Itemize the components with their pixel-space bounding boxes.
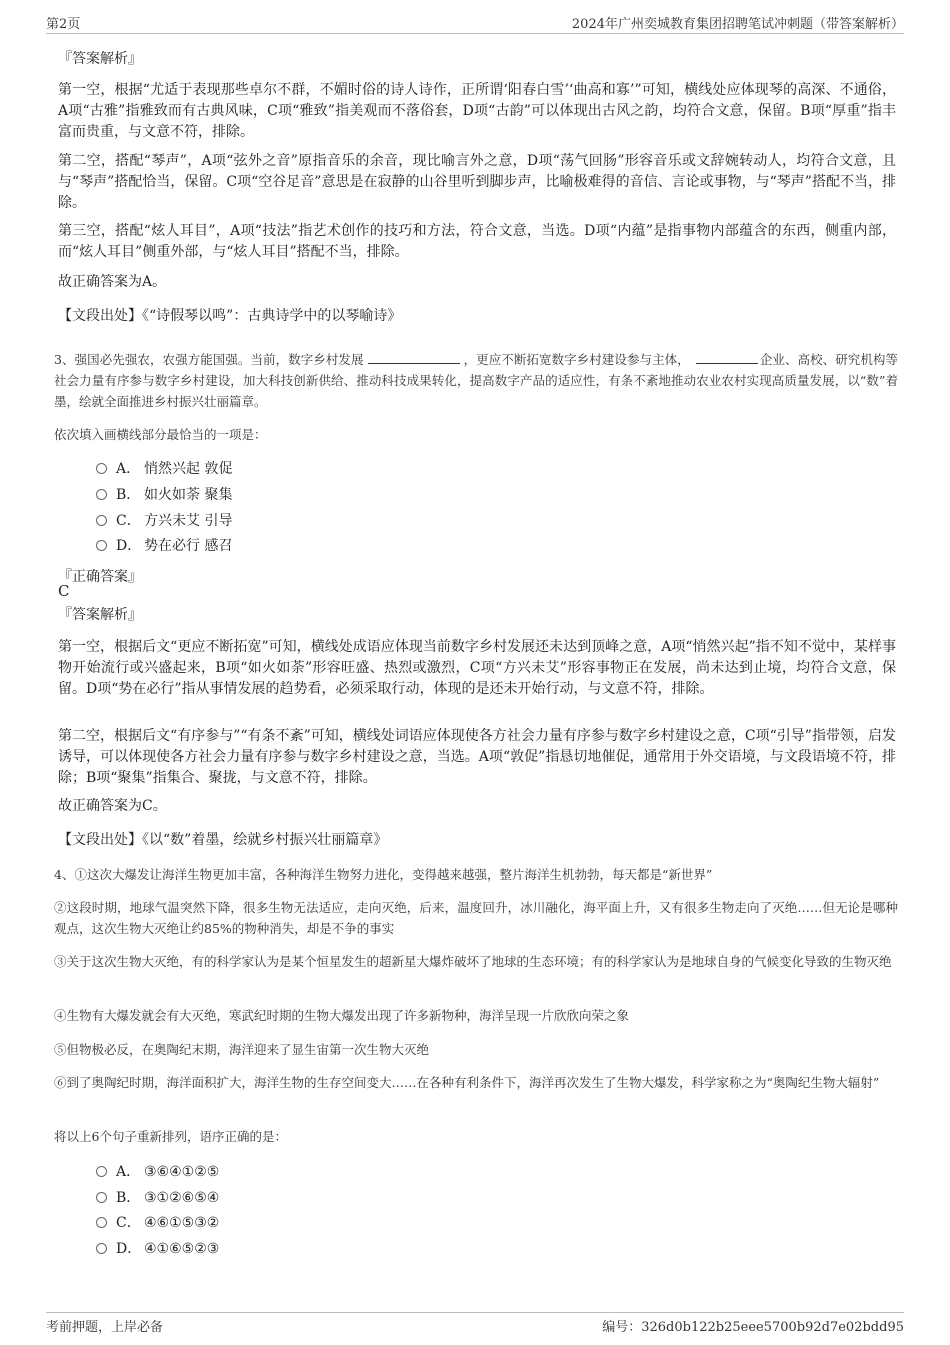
q3-blank-1 [368, 349, 460, 364]
q3-prompt: 依次填入画横线部分最恰当的一项是： [54, 427, 267, 442]
q3-blank-2 [696, 349, 758, 364]
q3-stem: 3、强国必先强农，农强方能国强。当前，数字乡村发展 ，更应不断拓宽数字乡村建设参与主体， 企业、高校、研究机构等社会力量有序参与数字乡村建设，加大科技创新供给、推动科技成果转化，提高数字产品的适应性，有条不紊地推动农业农村实现高质量发展，以“数”着墨，绘就全面推进乡村振兴壮丽篇章。 [54, 349, 898, 412]
q3-correct-answer: C [58, 582, 70, 600]
footer-slogan: 考前押题，上岸必备 [46, 1320, 164, 1335]
q4-option-b[interactable]: B． ③①②⑥⑤④ [96, 1188, 219, 1208]
q4-sentence-4: ④生物有大爆发就会有大灭绝，寒武纪时期的生物大爆发出现了许多新物种，海洋呈现一片欣欣向荣之象 [54, 1008, 630, 1023]
radio-button-icon[interactable] [96, 1217, 107, 1228]
q4-prompt: 将以上6个句子重新排列，语序正确的是： [54, 1129, 287, 1144]
q3-option-c[interactable]: C． 方兴未艾 引导 [96, 511, 232, 531]
q4-option-d[interactable]: D． ④①⑥⑤②③ [96, 1239, 219, 1259]
document-title: 2024年广州奕城教育集团招聘笔试冲刺题（带答案解析） [571, 17, 904, 32]
q3-source: 【文段出处】《以“数”着墨，绘就乡村振兴壮丽篇章》 [58, 832, 388, 848]
q4-sentence-6: ⑥到了奥陶纪时期，海洋面积扩大，海洋生物的生存空间变大……在各种有利条件下，海洋再次发生了生物大爆发，科学家称之为“奥陶纪生物大辐射” [54, 1075, 880, 1090]
answer-analysis-heading: 『答案解析』 [58, 51, 142, 67]
q4-sentence-5: ⑤但物极必反，在奥陶纪末期，海洋迎来了显生宙第一次生物大灭绝 [54, 1042, 430, 1057]
q4-sentence-1: 4、①这次大爆发让海洋生物更加丰富，各种海洋生物努力进化，变得越来越强，整片海洋生机勃勃，每天都是“新世界” [54, 867, 713, 882]
radio-button-icon[interactable] [96, 1192, 107, 1203]
q4-option-a[interactable]: A． ③⑥④①②⑤ [96, 1162, 219, 1182]
page-header [46, 13, 904, 34]
q2-analysis-blank3: 第三空，搭配“炫人耳目”，A项“技法”指艺术创作的技巧和方法，符合文意，当选。D项“内蕴”是指事物内部蕴含的东西，侧重内部，而“炫人耳目”侧重外部，与“炫人耳目”搭配不当，排除。 [58, 223, 896, 260]
q3-option-d[interactable]: D． 势在必行 感召 [96, 536, 232, 556]
radio-button-icon[interactable] [96, 463, 107, 474]
page-footer [46, 1312, 904, 1335]
q3-analysis-blank2: 第二空，根据后文“有序参与”“有条不紊”可知，横线处词语应体现使各方社会力量有序参与数字乡村建设之意，C项“引导”指带领，启发诱导，可以体现使各方社会力量有序参与数字乡村建设之意，当选。A项“敦促”指恳切地催促，通常用于外交语境，与文段语境不符，排除；B项“聚集”指集合、聚拢，与文意不符，排除。 [58, 728, 896, 786]
radio-button-icon[interactable] [96, 1166, 107, 1177]
radio-button-icon[interactable] [96, 540, 107, 551]
correct-answer-heading: 『正确答案』 [58, 569, 142, 585]
q2-analysis-blank1: 第一空，根据“尤适于表现那些卓尔不群，不媚时俗的诗人诗作，正所谓‘阳春白雪’‘曲高和寡’”可知，横线处应体现琴的高深、不通俗，A项“古雅”指雅致而有古典风味，C项“雅致”指美观而不落俗套，D项“古韵”可以体现出古风之韵，均符合文意，保留。B项“厚重”指丰富而贵重，与文意不符，排除。 [58, 82, 896, 140]
document-code: 编号：326d0b122b25eee5700b92d7e02bdd95 [602, 1320, 904, 1335]
q4-sentence-2: ②这段时期，地球气温突然下降，很多生物无法适应，走向灭绝，后来，温度回升，冰川融化，海平面上升，又有很多生物走向了灭绝……但无论是哪种观点，这次生物大灭绝让约85%的物种消失，却是不争的事实 [54, 900, 898, 936]
q2-analysis-blank2: 第二空，搭配“琴声”，A项“弦外之音”原指音乐的余音，现比喻言外之意，D项“荡气回肠”形容音乐或文辞婉转动人，均符合文意，且与“琴声”搭配恰当，保留。C项“空谷足音”意思是在寂静的山谷里听到脚步声，比喻极难得的音信、言论或事物，与“琴声”搭配不当，排除。 [58, 153, 896, 211]
answer-analysis-heading: 『答案解析』 [58, 607, 142, 623]
q3-conclusion: 故正确答案为C。 [58, 798, 167, 814]
q3-option-b[interactable]: B． 如火如荼 聚集 [96, 485, 232, 505]
radio-button-icon[interactable] [96, 515, 107, 526]
radio-button-icon[interactable] [96, 489, 107, 500]
q3-option-a[interactable]: A． 悄然兴起 敦促 [96, 459, 232, 479]
page-number: 第2页 [46, 17, 81, 32]
q4-sentence-3: ③关于这次生物大灭绝，有的科学家认为是某个恒星发生的超新星大爆炸破坏了地球的生态环境；有的科学家认为是地球自身的气候变化导致的生物灭绝 [54, 954, 892, 969]
radio-button-icon[interactable] [96, 1243, 107, 1254]
q2-source: 【文段出处】《“诗假琴以鸣”：古典诗学中的以琴喻诗》 [58, 308, 402, 324]
q3-analysis-blank1: 第一空，根据后文“更应不断拓宽”可知，横线处成语应体现当前数字乡村发展还未达到顶峰之意，A项“悄然兴起”指不知不觉中，某样事物开始流行或兴盛起来，B项“如火如荼”形容旺盛、热烈或激烈，C项“方兴未艾”形容事物正在发展，尚未达到止境，均符合文意，保留。D项“势在必行”指从事情发展的趋势看，必须采取行动，体现的是还未开始行动，与文意不符，排除。 [58, 639, 896, 697]
q2-conclusion: 故正确答案为A。 [58, 274, 167, 290]
q4-option-c[interactable]: C． ④⑥①⑤③② [96, 1213, 219, 1233]
